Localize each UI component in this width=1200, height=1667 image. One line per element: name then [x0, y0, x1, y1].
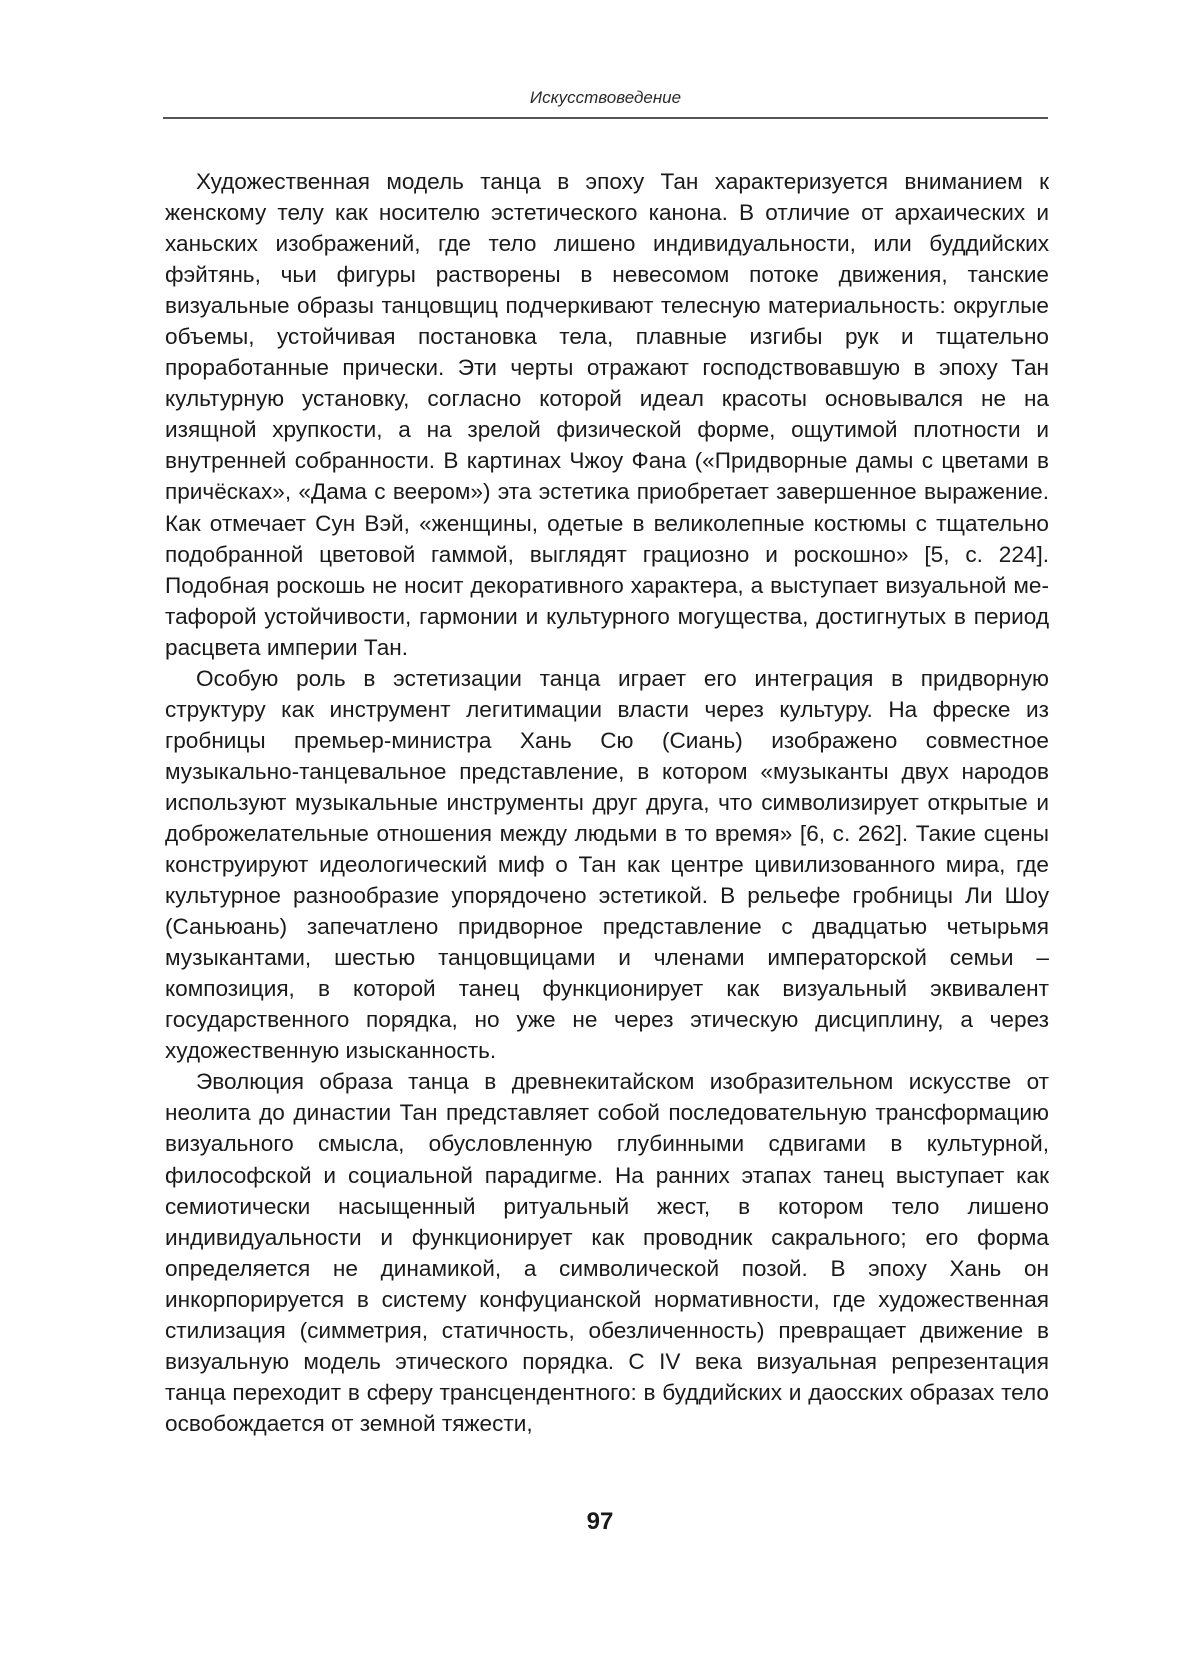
running-head-title: Искусствоведение: [529, 88, 682, 107]
paragraph-1: Художественная модель танца в эпоху Тан характеризуется вниманием к женскому телу как носителю эстетического канона. В отличие от архаических и ханьских изображений, где тело лишено индивидуальности, или буддийских фэйтянь, чьи фигуры растворены в невесомом потоке движения, танские визуальные образы танцовщиц подчеркивают телесную материальность: округлые объемы, устойчивая постановка тела, плавные изгибы рук и тщательно проработанные прически. Эти черты отражают господствовавшую в эпоху Тан культурную установку, согласно которой идеал красоты основывался не на изящной хрупкости, а на зрелой физической форме, ощутимой плотности и внутренней собранности. В картинах Чжоу Фана («Придворные дамы с цветами в причёсках», «Дама с веером») эта эстетика приобретает завершенное выражение. Как отмечает Сун Вэй, «женщины, одетые в великолепные костюмы с тщательно подобранной цветовой гаммой, выглядят грациозно и роскошно» [5, с. 224]. Подобная роскошь не носит декоративного характера, а выступает визуальной метафорой устойчивости, гармонии и культурного могущества, достигнутых в период расцвета империи Тан.: [165, 169, 1049, 660]
main-text: [165, 166, 1049, 1439]
paragraph-3: Эволюция образа танца в древнекитайском изобразительном искусстве от неолита до династии Тан представляет собой последовательную трансформацию визуального смысла, обусловленную глубинными сдвигами в культурной, философской и социальной парадигме. На ранних этапах танец выступает как семиотически насыщенный ритуальный жест, в котором тело лишено индивидуальности и функционирует как проводник сакрального; его форма определяется не динамикой, а символической позой. В эпоху Хань он инкорпорируется в систему конфуцианской нормативности, где художественная стилизация (симметрия, статичность, обезличенность) превращает движение в визуальную модель этического порядка. С IV века визуальная репрезентация танца переходит в сферу трансцендентного: в буддийских и даосских образах тело освобождается от земной тяжести,: [165, 1069, 1049, 1436]
paragraph-2: Особую роль в эстетизации танца играет его интеграция в придворную структуру как инструмент легитимации власти через культуру. На фреске из гробницы премьер-министра Хань Сю (Сиань) изображено совместное музыкально-танцевальное представление, в котором «музыканты двух народов используют музыкальные инструменты друг друга, что символизирует открытые и доброжелательные отношения между людьми в то время» [6, с. 262]. Такие сцены конструируют идеологический миф о Тан как центре цивилизованного мира, где культурное разнообразие упорядочено эстетикой. В рельефе гробницы Ли Шоу (Саньюань) запечатлено придворное представление с двадцатью четырьмя музыкантами, шестью танцовщицами и членами императорской семьи – композиция, в которой танец функционирует как визуальный эквивалент государственного порядка, но уже не через этическую дисциплину, а через художественную изысканность.: [165, 665, 1049, 1064]
page-number: 97: [586, 1508, 614, 1535]
header-divider: [163, 117, 1048, 119]
